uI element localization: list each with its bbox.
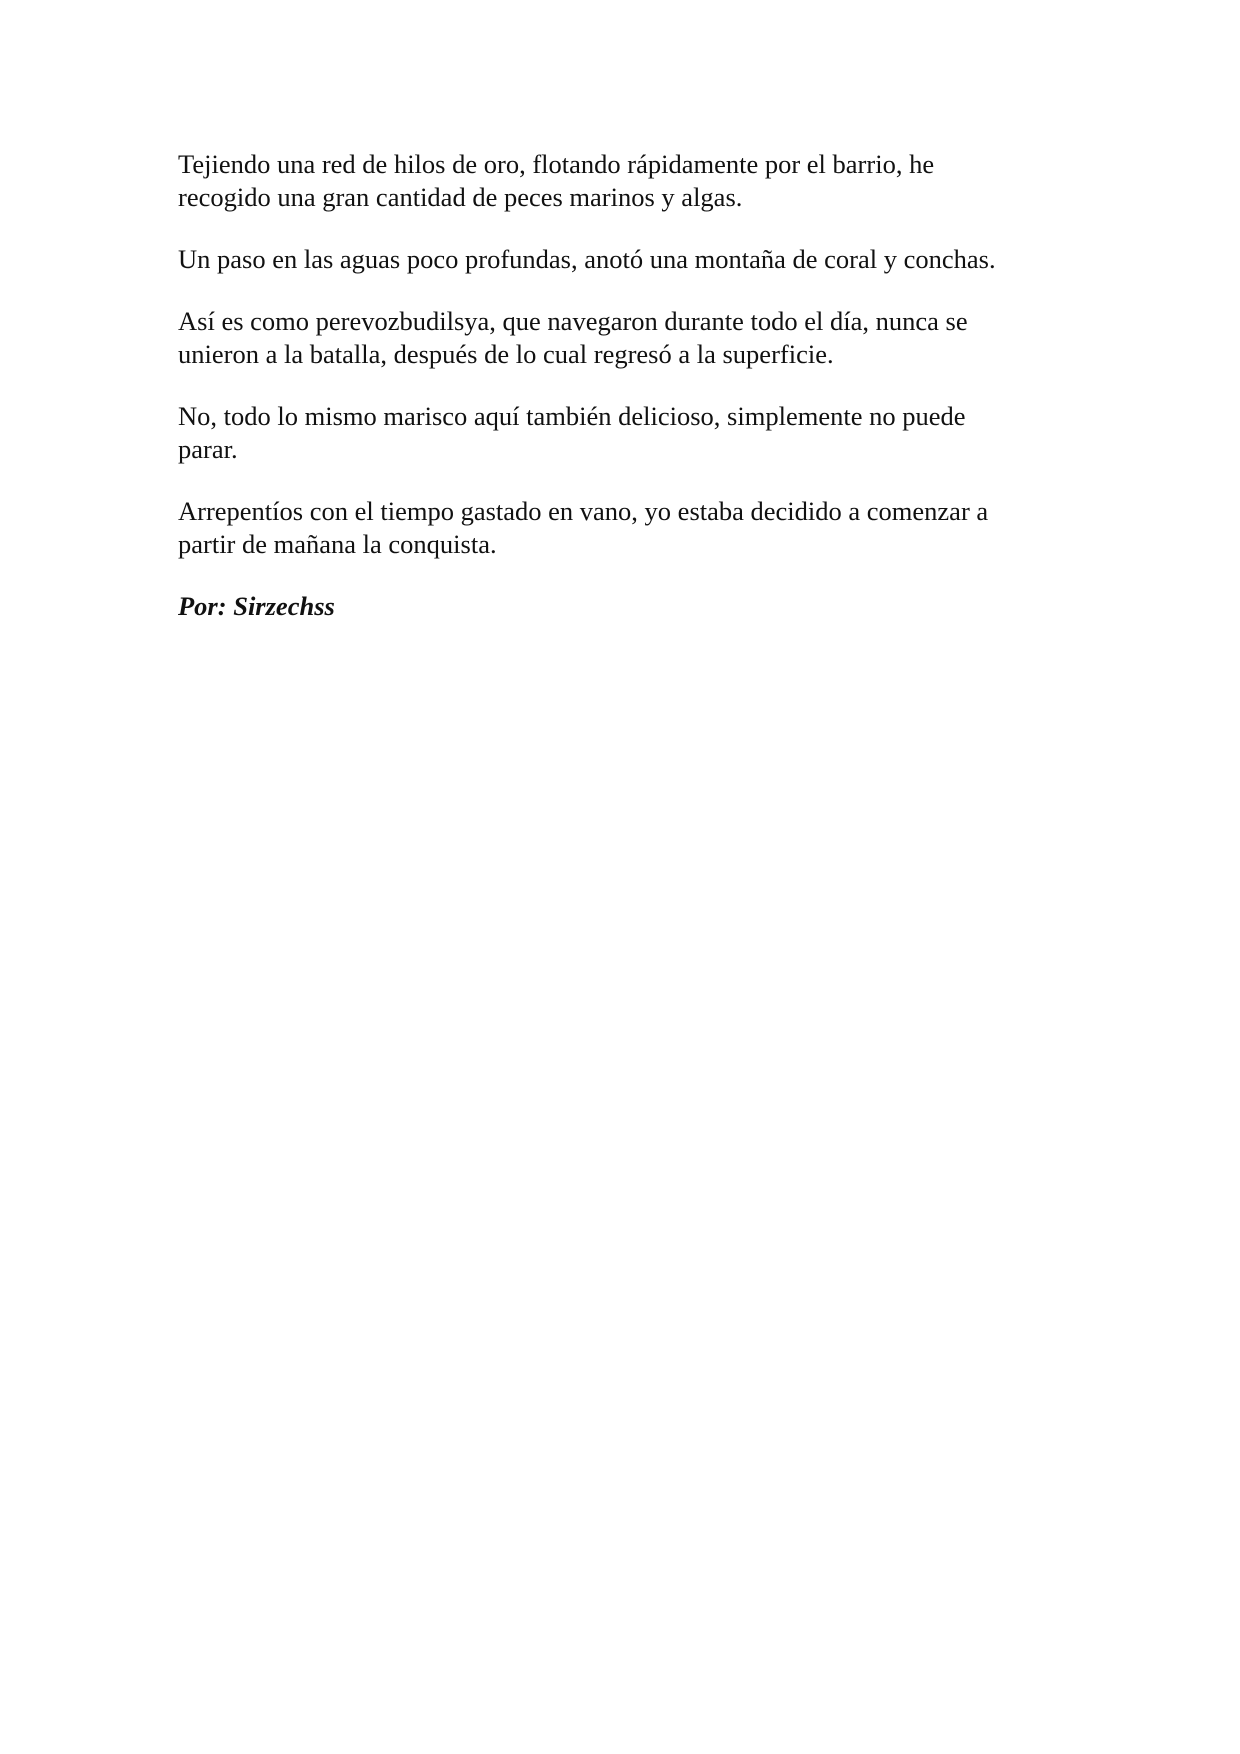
paragraph-line: parar. <box>178 434 238 464</box>
paragraph <box>178 305 1078 371</box>
paragraph <box>178 243 1078 276</box>
paragraph-line: No, todo lo mismo marisco aquí también delicioso, simplemente no puede <box>178 401 966 431</box>
paragraph-line: unieron a la batalla, después de lo cual regresó a la superficie. <box>178 339 834 369</box>
paragraph-line: recogido una gran cantidad de peces marinos y algas. <box>178 182 743 212</box>
paragraph-line: Un paso en las aguas poco profundas, anotó una montaña de coral y conchas. <box>178 244 996 274</box>
document-body <box>178 148 1078 623</box>
paragraph-line: partir de mañana la conquista. <box>178 529 497 559</box>
author-signature: Por: Sirzechss <box>178 591 335 621</box>
paragraph-line: Tejiendo una red de hilos de oro, flotando rápidamente por el barrio, he <box>178 149 935 179</box>
paragraph <box>178 495 1078 561</box>
paragraph-line: Así es como perevozbudilsya, que navegaron durante todo el día, nunca se <box>178 306 968 336</box>
paragraph-line: Arrepentíos con el tiempo gastado en vano, yo estaba decidido a comenzar a <box>178 496 989 526</box>
paragraph <box>178 400 1078 466</box>
paragraph <box>178 148 1078 214</box>
